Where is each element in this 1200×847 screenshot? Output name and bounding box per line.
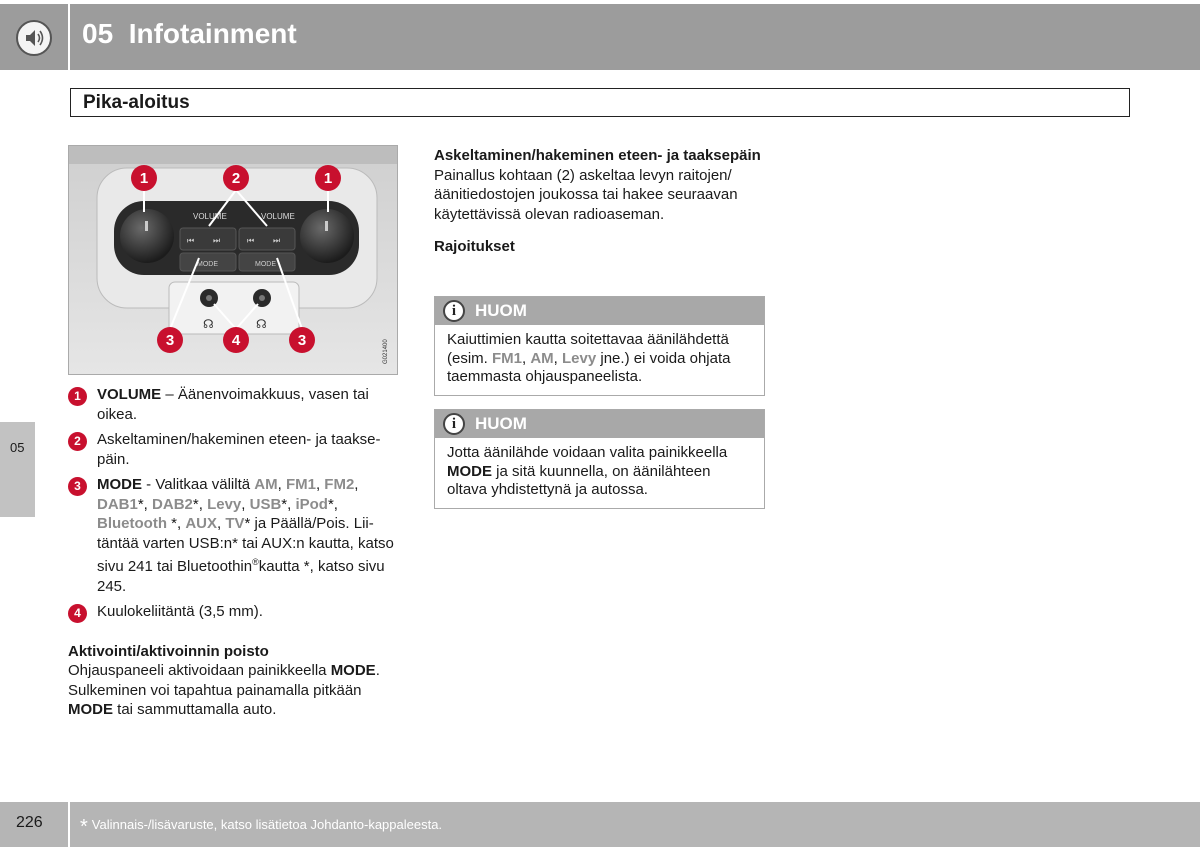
callout-badge-number: 3 (297, 332, 307, 349)
callout-seek-text: Askeltaminen/hakeminen eteen- ja taakse-päin. (97, 431, 381, 468)
panel-mode-left: MODE (197, 261, 218, 268)
svg-text:☊: ☊ (203, 317, 214, 331)
callout-badge-number: 2 (231, 170, 241, 187)
callout-mode-term: MODE (97, 476, 142, 493)
callout-item-seek (68, 430, 403, 469)
svg-text:⏮: ⏮ (187, 236, 195, 245)
page-number: 226 (16, 814, 43, 831)
right-column (434, 146, 764, 257)
left-column (68, 385, 403, 720)
panel-volume-left: VOLUME (193, 212, 227, 221)
callout-volume-text: – Äänenvoimakkuus, vasen tai oikea. (97, 386, 369, 423)
callout-item-headphone (68, 602, 403, 622)
source-levy: Levy (207, 495, 242, 513)
callout-item-mode: 3 MODE - Valitkaa väliltä AM, FM1, FM2, DAB1*, DAB2*, Levy, USB*, iPod*, Bluetooth *, AUX, TV* ja Päällä/Pois. Lii-täntää varten USB:n* tai AUX:n kautta, katso sivu 241 tai Bluetoothin®kautta *, katso sivu 245. (68, 475, 403, 596)
rear-panel-illustration (69, 146, 398, 375)
callout-mode-text-2: ja Päällä/Pois. Lii-täntää varten USB:n* tai AUX:n kautta, katso sivu 241 tai Bluetoothin (97, 515, 394, 575)
source-bluetooth: Bluetooth (97, 515, 167, 532)
source-dab1: DAB1 (97, 495, 138, 513)
source-tv: TV (225, 515, 245, 532)
source-aux: AUX (185, 515, 217, 532)
source-ipod: iPod (295, 495, 328, 513)
note-box-2 (434, 409, 765, 509)
note-header (435, 297, 764, 325)
note-box-1 (434, 296, 765, 396)
callout-number: 2 (68, 432, 87, 451)
note-header (435, 410, 764, 438)
panel-mode-right: MODE (255, 261, 276, 268)
source-dab2: DAB2 (152, 495, 193, 513)
source-am: AM (530, 349, 554, 367)
svg-text:☊: ☊ (256, 317, 267, 331)
callout-badge-number: 3 (165, 332, 175, 349)
source-usb: USB (249, 495, 282, 513)
restrictions-heading: Rajoitukset (434, 238, 515, 255)
note-body: Kaiuttimien kautta soitettavaa äänilähdettä (esim. FM1, AM, Levy jne.) ei voida ohjata taemmasta ohjauspaneelista. (447, 331, 731, 385)
source-levy: Levy (562, 349, 597, 367)
source-am: AM (254, 476, 278, 493)
callout-number: 4 (68, 604, 87, 623)
svg-text:⏮: ⏮ (247, 236, 255, 245)
mode-term: MODE (447, 462, 492, 480)
info-icon: i (443, 300, 465, 322)
activation-text: Ohjauspaneeli aktivoidaan painikkeella MODE. Sulkeminen voi tapahtua painamalla pitkään MODE tai sammuttamalla auto. (68, 662, 380, 718)
section-title: Pika-aloitus (83, 92, 190, 113)
figure-code: G021400 (383, 339, 389, 364)
callout-badge-number: 1 (323, 170, 333, 187)
callout-badge-number: 1 (139, 170, 149, 187)
source-fm2: FM2 (324, 476, 355, 493)
callout-badge-number: 4 (231, 332, 241, 349)
speaker-icon (16, 20, 52, 56)
note-body: Jotta äänilähde voidaan valita painikkeella MODE ja sitä kuunnella, on äänilähteen oltava yhdistettynä ja autossa. (447, 444, 728, 498)
rear-panel-figure (68, 145, 398, 375)
info-icon: i (443, 413, 465, 435)
callout-number: 3 (68, 477, 87, 496)
callout-volume-term: VOLUME (97, 386, 162, 403)
note-title: HUOM (475, 414, 527, 433)
chapter-title: 05 Infotainment (82, 18, 297, 49)
chapter-side-tab (0, 422, 35, 517)
activation-heading: Aktivointi/aktivoinnin poisto (68, 642, 269, 660)
callout-mode-text-3: kautta *, katso sivu 245. (97, 558, 385, 595)
footnote-text: Valinnais-/lisävaruste, katso lisätietoa Johdanto-kappaleesta. (91, 817, 443, 832)
svg-text:⏭: ⏭ (273, 236, 281, 245)
footnote (80, 816, 442, 839)
stepping-text: Painallus kohtaan (2) askeltaa levyn raitojen/ äänitiedostojen joukossa tai hakee seuraavan käytettävissä olevan radioaseman. (434, 166, 738, 223)
source-fm1: FM1 (492, 349, 522, 367)
panel-volume-right: VOLUME (261, 212, 295, 221)
mode-term: MODE (68, 701, 113, 718)
volume-knob-left (120, 209, 174, 263)
mode-term: MODE (330, 662, 376, 679)
note-title: HUOM (475, 301, 527, 320)
side-tab-label: 05 (10, 440, 25, 455)
callout-item-volume (68, 385, 403, 424)
asterisk-icon: * (80, 816, 88, 838)
svg-text:⏭: ⏭ (213, 236, 221, 245)
volume-knob-right (300, 209, 354, 263)
callout-mode-text: - Valitkaa väliltä (142, 476, 255, 493)
stepping-heading: Askeltaminen/hakeminen eteen- ja taaksepäin (434, 147, 761, 164)
callout-headphone-text: Kuulokeliitäntä (3,5 mm). (97, 603, 263, 620)
chapter-icon-box (0, 4, 68, 70)
registered-mark: ® (252, 557, 259, 567)
section-heading-box (70, 88, 1130, 117)
source-fm1: FM1 (285, 476, 316, 493)
callout-number: 1 (68, 387, 87, 406)
